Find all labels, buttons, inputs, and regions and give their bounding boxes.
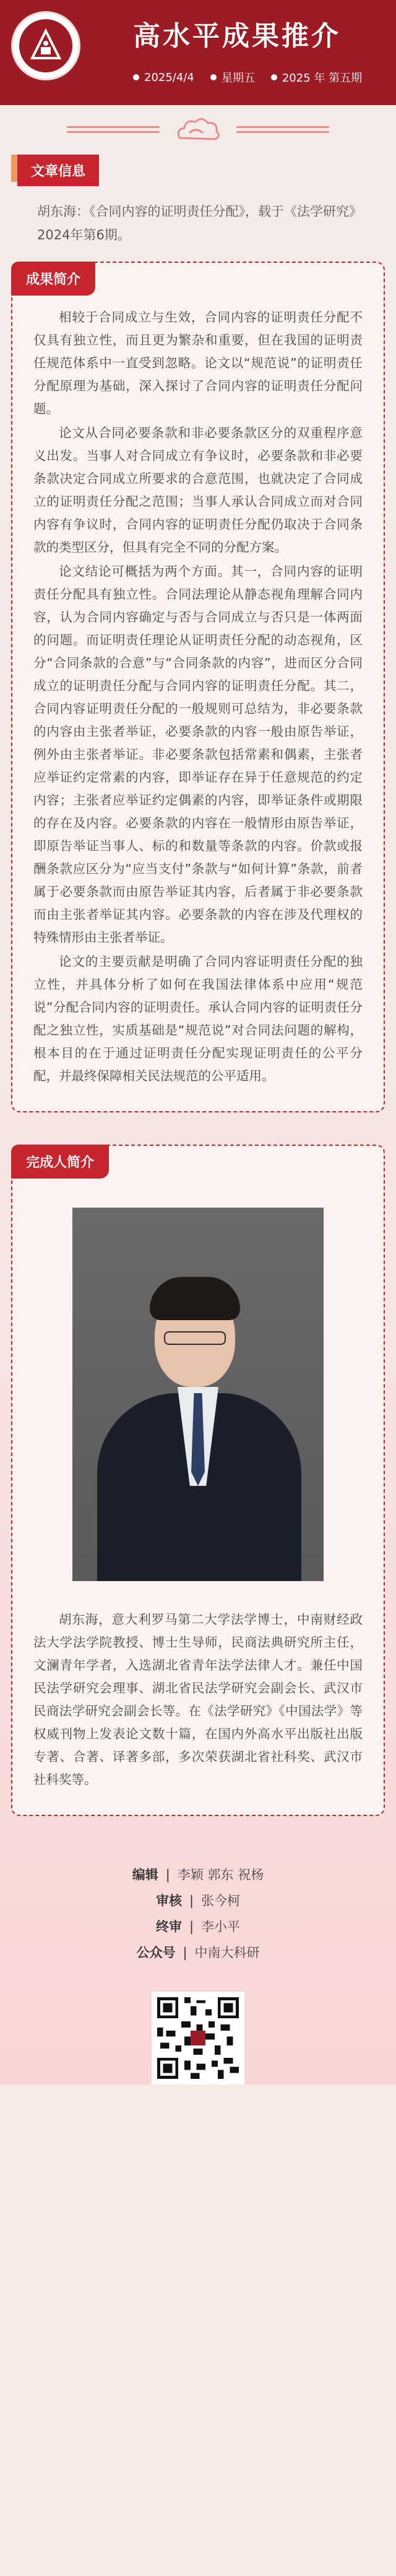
credit-label: 编辑 bbox=[132, 1867, 158, 1882]
issue-weekday: 星期五 bbox=[221, 72, 255, 85]
university-logo-icon bbox=[11, 11, 80, 80]
author-section bbox=[11, 1145, 385, 1816]
issue-number: 2025 年 第五期 bbox=[282, 72, 363, 85]
issue-date: 2025/4/4 bbox=[144, 70, 194, 84]
summary-paragraph: 论文结论可概括为两个方面。其一，合同内容的证明责任分配具有独立性。合同法理论从静态视角理解合同内容，认为合同内容确定与否与合同成立与否只是一体两面的问题。而证明责任理论从证明责任分配的动态视角，区分“合同条款的合意”与“合同条款的内容”，进而区分合同成立的证明责任分配与合同内容的证明责任分配。其二，合同内容证明责任分配的一般规则可总结为，非必要条款的内容由主张者举证，必要条款的内容一般由原告举证，例外由主张者举证。非必要条款包括常素和偶素，主张者应举证约定常素的内容，即举证存在异于任意规范的约定内容；主张者应举证约定偶素的内容，即举证条件或期限的存在及内容。必要条款的内容在一般情形由原告举证，即原告举证当事人、标的和数量等条款的内容。价款或报酬条款应区分为“应当支付”条款与“如何计算”条款，前者属于必要条款而由原告举证其内容，后者属于非必要条款而由主张者举证其内容。必要条款的内容在涉及代理权的特殊情形由主张者举证。 bbox=[33, 564, 363, 945]
summary-paragraph: 论文从合同必要条款和非必要条款区分的双重程序意义出发。当事人对合同成立有争议时，必要条款和非必要条款决定合同成立所要求的合意范围，也就决定了合同成立的证明责任分配之范围；当事人承认合同成立而对合同内容有争议时，合同内容的证明责任分配仍取决于合同条款的类型区分，但具有完全不同的分配方案。 bbox=[33, 425, 363, 555]
author-tag: 完成人简介 bbox=[11, 1145, 109, 1179]
credit-value: 中南大科研 bbox=[194, 1945, 260, 1960]
bullet-icon bbox=[210, 74, 217, 80]
credit-value: 李小平 bbox=[201, 1919, 241, 1934]
bullet-icon bbox=[271, 74, 277, 80]
article-info-tag: 文章信息 bbox=[17, 155, 99, 186]
credit-label: 终审 bbox=[155, 1919, 182, 1934]
summary-paragraph: 论文的主要贡献是明确了合同内容证明责任分配的独立性，并具体分析了如何在我国法律体系中应用“规范说”分配合同内容的证明责任。承认合同内容的证明责任分配之独立性，实质基础是“规范说”对合同法问题的解构，根本目的在于通过证明责任分配实现证明责任的公平分配，并最终保障相关民法规范的公平适用。 bbox=[33, 954, 363, 1083]
summary-tag: 成果简介 bbox=[11, 262, 95, 296]
summary-paragraph: 相较于合同成立与生效，合同内容的证明责任分配不仅具有独立性，而且更为繁杂和重要，但在我国的证明责任规范体系中一直受到忽略。论文以“规范说”的证明责任分配原理为基础，深入探讨了合同内容的证明责任分配问题。 bbox=[33, 310, 363, 416]
summary-section bbox=[11, 262, 385, 1112]
header-banner bbox=[0, 0, 396, 105]
header-meta bbox=[133, 69, 362, 85]
page-title: 高水平成果推介 bbox=[133, 20, 341, 52]
credits bbox=[0, 1816, 396, 1981]
cloud-ornament-icon bbox=[173, 114, 223, 145]
credit-row: 审核 | 张今柯 bbox=[0, 1888, 396, 1914]
tag-accent bbox=[11, 155, 17, 182]
divider-ornament bbox=[0, 105, 396, 155]
credit-value: 张今柯 bbox=[201, 1893, 241, 1908]
qr-code-icon[interactable] bbox=[152, 1992, 244, 2084]
bullet-icon bbox=[133, 74, 139, 80]
divider-line-left bbox=[67, 124, 160, 135]
credit-row: 终审 | 李小平 bbox=[0, 1914, 396, 1940]
article-info-section bbox=[0, 155, 396, 262]
credit-value: 李颖 郭东 祝杨 bbox=[177, 1867, 264, 1882]
article-citation: 胡东海：《合同内容的证明责任分配》，载于《法学研究》2024年第6期。 bbox=[37, 204, 362, 242]
credit-label: 公众号 bbox=[136, 1945, 176, 1960]
credit-row: 公众号 | 中南大科研 bbox=[0, 1940, 396, 1966]
divider-line-right bbox=[236, 124, 329, 135]
credit-row: 编辑 | 李颖 郭东 祝杨 bbox=[0, 1862, 396, 1888]
credit-label: 审核 bbox=[155, 1893, 182, 1908]
author-portrait-photo bbox=[72, 1208, 324, 1581]
author-bio: 胡东海，意大利罗马第二大学法学博士，中南财经政法大学法学院教授、博士生导师，民商法典研究所主任，文澜青年学者，入选湖北省青年法学法律人才。兼任中国民法学研究会理事、湖北省民法学研究会副会长、武汉市民商法学研究会副会长等。在《法学研究》《中国法学》等权威刊物上发表论文数十篇，在国内外高水平出版社出版专著、合著、译著多部，多次荣获湖北省社科奖、武汉市社科奖等。 bbox=[33, 1612, 363, 1787]
